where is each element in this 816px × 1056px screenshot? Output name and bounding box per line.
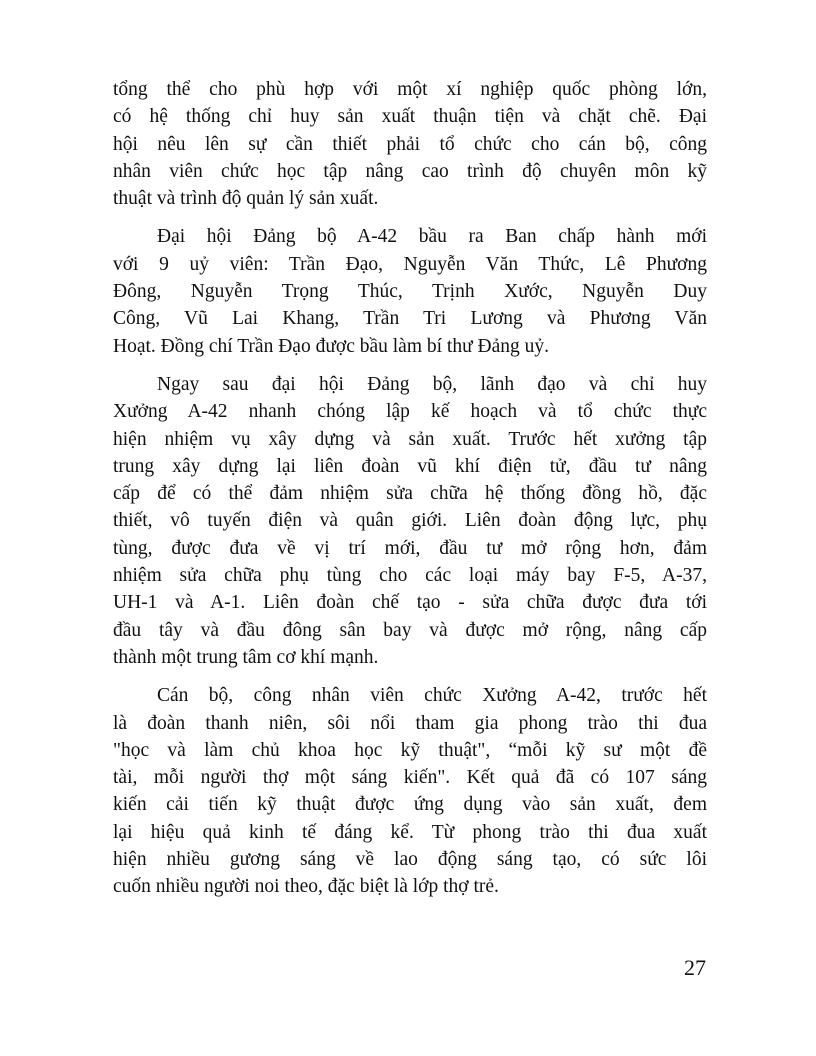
text-line: thiết, vô tuyến điện và quân giới. Liên đoàn động lực, phụ [113, 510, 707, 532]
text-line: Hoạt. Đồng chí Trần Đạo được bầu làm bí thư Đảng uỷ. [113, 335, 550, 357]
text-line: Đông, Nguyễn Trọng Thúc, Trịnh Xước, Nguyễn Duy [113, 281, 707, 303]
text-line: kiến cải tiến kỹ thuật được ứng dụng vào sản xuất, đem [113, 794, 707, 816]
paragraph [113, 76, 707, 212]
text-line: Công, Vũ Lai Khang, Trần Tri Lương và Phương Văn [113, 308, 707, 330]
text-line: nhiệm sửa chữa phụ tùng cho các loại máy bay F-5, A-37, [113, 565, 707, 587]
text-line: nhân viên chức học tập nâng cao trình độ chuyên môn kỹ [113, 160, 707, 182]
text-line: tổng thể cho phù hợp với một xí nghiệp quốc phòng lớn, [113, 79, 707, 100]
text-line: tài, mỗi người thợ một sáng kiến". Kết quả đã có 107 sáng [113, 767, 707, 789]
text-line: hiện nhiều gương sáng về lao động sáng tạo, có sức lôi [113, 849, 707, 871]
text-line: thành một trung tâm cơ khí mạnh. [113, 646, 379, 668]
text-line: cuốn nhiều người noi theo, đặc biệt là lớp thợ trẻ. [113, 876, 499, 898]
text-line: trung xây dựng lại liên đoàn vũ khí điện tử, đầu tư nâng [113, 455, 707, 477]
text-line: Cán bộ, công nhân viên chức Xưởng A-42, trước hết [157, 685, 707, 707]
text-line: thuật và trình độ quản lý sản xuất. [113, 188, 379, 210]
paragraph [113, 682, 707, 900]
text-line: "học và làm chủ khoa học kỹ thuật", “mỗi kỹ sư một đề [113, 739, 707, 761]
text-line: hội nêu lên sự cần thiết phải tổ chức cho cán bộ, công [113, 133, 707, 155]
text-line: hiện nhiệm vụ xây dựng và sản xuất. Trước hết xưởng tập [113, 428, 707, 450]
text-line: Đại hội Đảng bộ A-42 bầu ra Ban chấp hành mới [157, 226, 707, 248]
text-line: cấp để có thể đảm nhiệm sửa chữa hệ thống đồng hồ, đặc [113, 483, 707, 505]
text-line: tùng, được đưa về vị trí mới, đầu tư mở rộng hơn, đảm [113, 537, 707, 559]
text-line: với 9 uỷ viên: Trần Đạo, Nguyễn Văn Thức, Lê Phương [113, 253, 707, 275]
text-line: UH-1 và A-1. Liên đoàn chế tạo - sửa chữa được đưa tới [113, 592, 707, 614]
text-line: lại hiệu quả kinh tế đáng kể. Từ phong trào thi đua xuất [113, 821, 707, 843]
text-line: là đoàn thanh niên, sôi nổi tham gia phong trào thi đua [113, 712, 707, 734]
text-line: có hệ thống chỉ huy sản xuất thuận tiện và chặt chẽ. Đại [113, 106, 707, 128]
paragraph [113, 223, 707, 359]
document-body [113, 76, 707, 912]
paragraph [113, 371, 707, 671]
text-line: Xưởng A-42 nhanh chóng lập kế hoạch và tổ chức thực [113, 401, 707, 423]
text-line: đầu tây và đầu đông sân bay và được mở rộng, nâng cấp [113, 619, 707, 641]
page-number: 27 [684, 955, 706, 980]
text-line: Ngay sau đại hội Đảng bộ, lãnh đạo và chỉ huy [157, 373, 707, 395]
